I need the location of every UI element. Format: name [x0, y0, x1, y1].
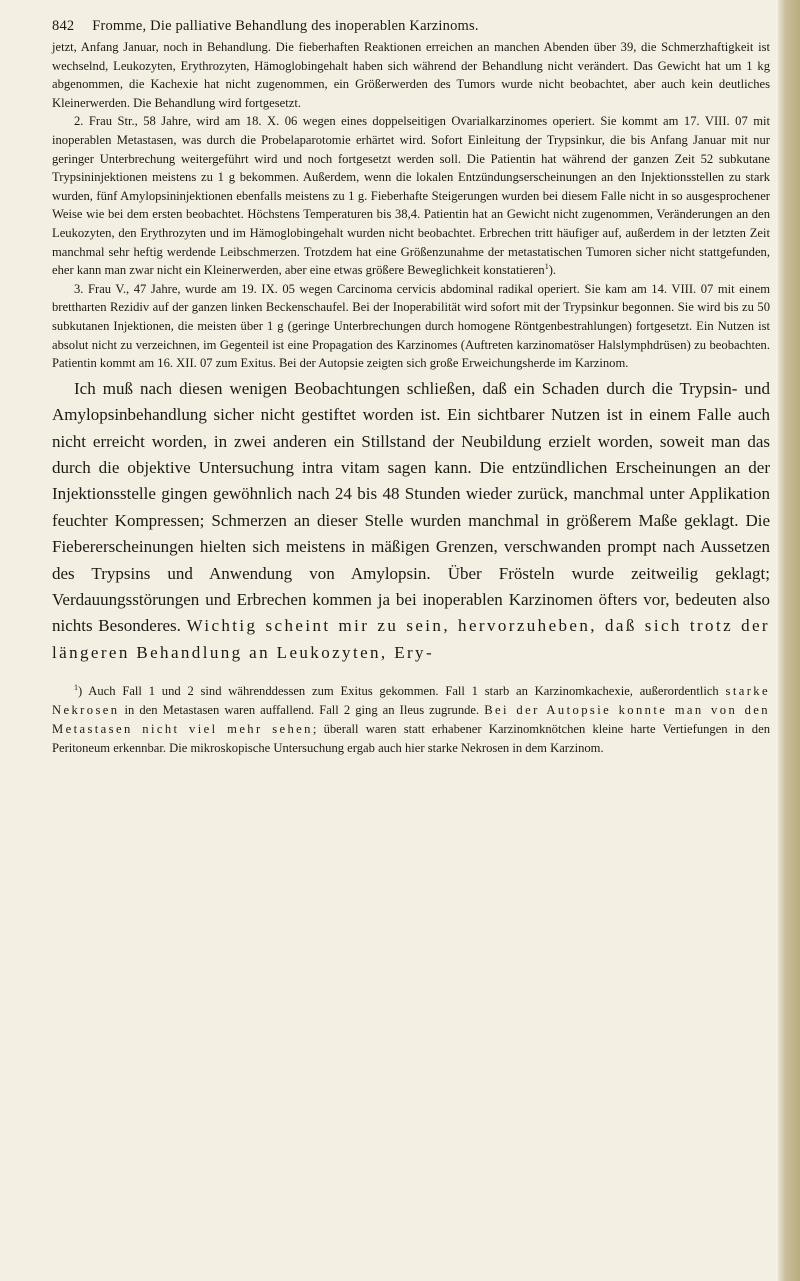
- case-2-paragraph: 2. Frau Str., 58 Jahre, wird am 18. X. 06 wegen eines doppelseitigen Ovarialkarzinomes operiert. Sie kommt am 17. VIII. 07 mit inoperablen Metastasen, was durch die Probelaparotomie erhärtet wird. Sofort Einleitung der Trypsinkur, die bis Anfang Januar mit nur geringer Unterbrechung weitergeführt wird und noch fortgesetzt werden soll. Die Patientin hat während der ganzen Zeit 52 subkutane Trypsininjektionen meistens zu 1 g bekommen. Außerdem, wenn die lokalen Entzündungserscheinungen an den Injektionsstellen zu stark wurden, fünf Amylopsininjektionen ebenfalls meistens zu 1 g. Fieberhafte Steigerungen wurden bei diesem Falle nicht in so ausgesprochener Weise wie bei dem ersten beobachtet. Höchstens Temperaturen bis 38,4. Patientin hat an Gewicht nicht zugenommen, Veränderungen an den Leukozyten, den Erythrozyten und im Hämoglobingehalt wurden nicht beobachtet. Erbrechen tritt häufiger auf, außerdem in der letzten Zeit manchmal sehr heftig werdende Leibschmerzen. Trotzdem hat eine Größenzunahme der metastatischen Tumoren sicher nicht stattgefunden, eher kann man zwar nicht ein Kleinerwerden, aber eine etwas größere Beweglichkeit konstatieren$^1$).: [52, 114, 770, 278]
- footnote-marker: 1: [74, 682, 78, 692]
- conclusion-section: [52, 376, 770, 666]
- book-page: [52, 14, 770, 757]
- running-title: Fromme, Die palliative Behandlung des inoperablen Karzinoms.: [92, 18, 479, 34]
- running-head: [52, 14, 770, 38]
- page-edge-shadow: [778, 0, 800, 1281]
- case-3-paragraph: 3. Frau V., 47 Jahre, wurde am 19. IX. 05 wegen Carcinoma cervicis abdominal radikal operiert. Sie kam am 14. VIII. 07 mit einem brettharten Rezidiv auf der ganzen linken Beckenschaufel. Bei der Inoperabilität wird sofort mit der Trypsinkur begonnen. Sie wird bis zu 50 subkutanen Injektionen, die meisten über 1 g (geringe Unterbrechungen durch homogene Röntgenbestrahlungen) fortgesetzt. Ein Nutzen ist absolut nicht zu verzeichnen, im Gegenteil ist eine Propagation des Karzinomes (Auftreten karzinomatöser Halslymphdrüsen) zu beobachten. Patientin kommt am 16. XII. 07 zum Exitus. Bei der Autopsie zeigten sich große Erweichungsherde im Karzinom.: [52, 281, 770, 371]
- page-number: 842: [52, 18, 75, 34]
- case-1-continuation: jetzt, Anfang Januar, noch in Behandlung. Die fieberhaften Reaktionen erreichen an manchen Abenden über 39, die Schmerzhaftigkeit ist wechselnd, Leukozyten, Erythrozyten, Hämoglobingehalt haben sich während der Behandlung nicht verändert. Das Gewicht hat um 1 kg abgenommen, die Kachexie hat nicht zugenommen, ein Größerwerden des Tumors wurde nicht beobachtet, aber auch kein deutliches Kleinerwerden. Die Behandlung wird fortgesetzt.: [52, 40, 770, 110]
- footnote: [52, 682, 770, 757]
- case-2-text: 2. Frau Str., 58 Jahre, wird am 18. X. 06 wegen eines doppelseitigen Ovarialkarzinomes operiert. Sie kommt am 17. VIII. 07 mit inoperablen Metastasen, was durch die Probelaparotomie erhärtet wird. Sofort Einleitung der Trypsinkur, die bis Anfang Januar mit nur geringer Unterbrechung weitergeführt wird und noch fortgesetzt werden soll. Die Patientin hat während der ganzen Zeit 52 subkutane Trypsininjektionen meistens zu 1 g bekommen. Außerdem, wenn die lokalen Entzündungserscheinungen an den Injektionsstellen zu stark wurden, fünf Amylopsininjektionen ebenfalls meistens zu 1 g. Fieberhafte Steigerungen wurden bei diesem Falle nicht in so ausgesprochener Weise wie bei dem ersten beobachtet. Höchstens Temperaturen bis 38,4. Patientin hat an Gewicht nicht zugenommen, Veränderungen an den Leukozyten, den Erythrozyten und im Hämoglobingehalt wurden nicht beobachtet. Erbrechen tritt häufiger auf, außerdem in der letzten Zeit manchmal sehr heftig werdende Leibschmerzen. Trotzdem hat eine Größenzunahme der metastatischen Tumoren sicher nicht stattgefunden, eher kann man zwar nicht ein Kleinerwerden, aber eine etwas größere Beweglichkeit konstatieren: [52, 114, 770, 278]
- footnote-text-2: in den Metastasen waren auffallend. Fall 2 ging an Ileus zugrunde.: [119, 702, 485, 717]
- footnote-emphasis-2: Bei der Autopsie konnte man von den Metastasen nicht viel mehr sehen: [52, 702, 770, 736]
- case-2-end: .: [552, 263, 557, 278]
- conclusion-text: Ich muß nach diesen wenigen Beobachtungen schließen, daß ein Schaden durch die Trypsin- und Amylopsinbehandlung sicher nicht gestiftet worden ist. Ein sichtbarer Nutzen ist in einem Falle auch nicht erreicht worden, in zwei anderen ein Stillstand der Neubildung erzielt worden, soweit man das durch die objektive Untersuchung intra vitam sagen kann. Die entzündlichen Erscheinungen an der Injektionsstelle gingen gewöhnlich nach 24 bis 48 Stunden wieder zurück, manchmal unter Applikation feuchter Kompressen; Schmerzen an dieser Stelle wurden manchmal in größerem Maße geklagt. Die Fiebererscheinungen hielten sich meistens in mäßigen Grenzen, verschwanden prompt nach Aussetzen des Trypsins und Anwendung von Amylopsin. Über Frösteln wurde zeitweilig geklagt; Verdauungsstörungen und Erbrechen kommen ja bei inoperablen Karzinomen öfters vor, bedeuten also nichts Besonderes.: [52, 378, 770, 636]
- emphasized-text: Wichtig scheint mir zu sein, hervorzuheben, daß sich trotz der längeren Behandlung an Leukozyten, Ery-: [52, 616, 770, 662]
- footnote-paragraph: $^1$) Auch Fall 1 und 2 sind währenddessen zum Exitus gekommen. Fall 1 starb an Karzinomkachexie, außerordentlich starke Nekrosen in den Metastasen waren auffallend. Fall 2 ging an Ileus zugrunde. Bei der Autopsie konnte man von den Metastasen nicht viel mehr sehen; überall waren statt erhabener Karzinomknötchen kleine harte Vertiefungen in den Peritoneum erkennbar. Die mikroskopische Untersuchung ergab auch hier starke Nekrosen in dem Karzinom.: [52, 682, 770, 755]
- footnote-reference: 1: [544, 261, 549, 271]
- case-reports: [52, 38, 770, 373]
- conclusion-paragraph: [52, 376, 770, 666]
- footnote-text-1: Auch Fall 1 und 2 sind währenddessen zum Exitus gekommen. Fall 1 starb an Karzinomkachexie, außerordentlich: [82, 684, 726, 699]
- footnote-text-3: ; überall waren statt erhabener Karzinomknötchen kleine harte Vertiefungen in den Peritoneum erkennbar. Die mikroskopische Untersuchung ergab auch hier starke Nekrosen in dem Karzinom.: [52, 721, 770, 755]
- footnote-emphasis-1: starke Nekrosen: [52, 684, 770, 717]
